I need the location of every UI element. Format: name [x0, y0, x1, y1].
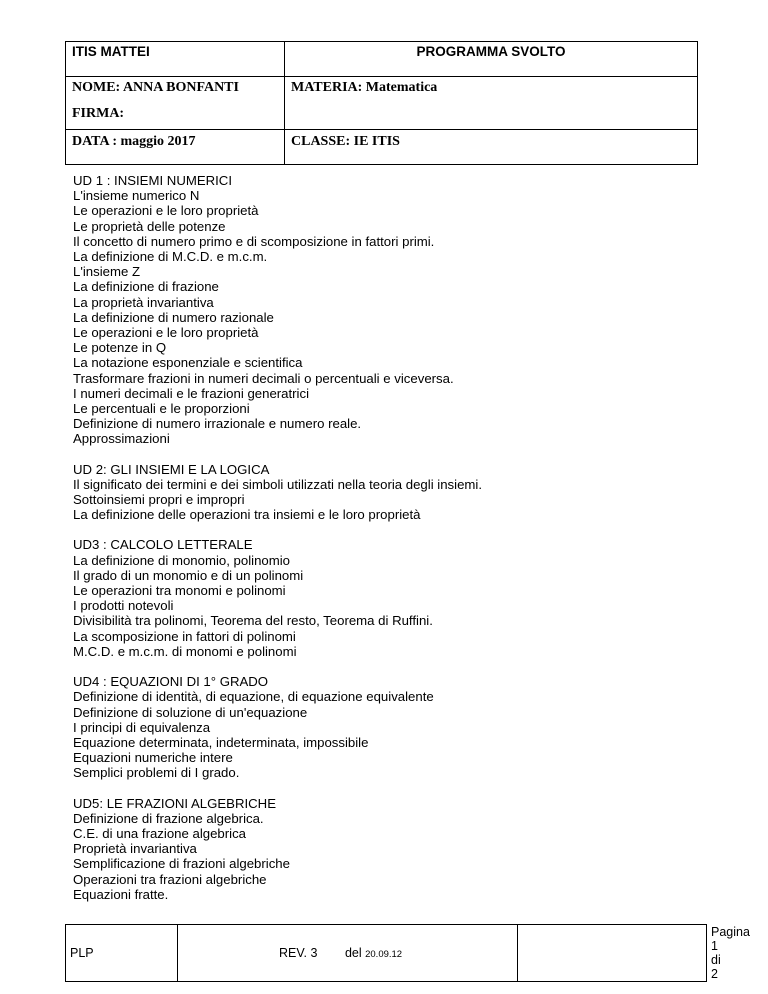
section-title: UD 2: GLI INSIEMI E LA LOGICA	[73, 461, 270, 477]
section-item: Sottoinsiemi propri e impropri	[73, 492, 245, 508]
section-item: Equazione determinata, indeterminata, impossibile	[73, 734, 369, 750]
section-item: La definizione di numero razionale	[73, 309, 274, 325]
section-item: Divisibilità tra polinomi, Teorema del resto, Teorema di Ruffini.	[73, 613, 433, 629]
section-item: Le operazioni e le loro proprietà	[73, 325, 259, 341]
section-item: Semplici problemi di I grado.	[73, 765, 240, 781]
section-item: La definizione di M.C.D. e m.c.m.	[73, 249, 268, 265]
section-item: Proprietà invariantiva	[73, 841, 197, 857]
section-item: Semplificazione di frazioni algebriche	[73, 856, 290, 872]
footer-code: PLP	[66, 925, 178, 982]
footer-revision-cell	[178, 925, 518, 982]
section-item: I numeri decimali e le frazioni generatrici	[73, 385, 310, 401]
section-item: Equazioni numeriche intere	[73, 750, 233, 766]
teacher-name: NOME: ANNA BONFANTI	[72, 80, 239, 95]
header-table	[65, 41, 698, 165]
section-title: UD3 : CALCOLO LETTERALE	[73, 537, 253, 553]
class: CLASSE: IE ITIS	[285, 130, 698, 165]
section-item: Trasformare frazioni in numeri decimali o percentuali e viceversa.	[73, 370, 454, 386]
section-item: Definizione di frazione algebrica.	[73, 810, 264, 826]
footer-spacer	[518, 925, 707, 982]
section-item: Approssimazioni	[73, 431, 170, 447]
section-item: Equazioni fratte.	[73, 886, 169, 902]
header-row-1	[66, 42, 698, 77]
section-item: C.E. di una frazione algebrica	[73, 825, 247, 841]
section-title: UD 1 : INSIEMI NUMERICI	[73, 173, 232, 188]
header-row-3	[66, 130, 698, 165]
section-item: L'insieme Z	[73, 264, 141, 280]
school-name: ITIS MATTEI	[66, 42, 285, 77]
date: DATA : maggio 2017	[66, 130, 285, 165]
section-item: I prodotti notevoli	[73, 598, 174, 614]
program-section	[73, 462, 713, 523]
section-item: La definizione delle operazioni tra insiemi e le loro proprietà	[73, 507, 421, 523]
section-item: Le operazioni tra monomi e polinomi	[73, 583, 286, 599]
document-title: PROGRAMMA SVOLTO	[285, 42, 698, 77]
section-item: Definizione di identità, di equazione, di equazione equivalente	[73, 689, 434, 705]
teacher-cell	[66, 77, 285, 130]
section-item: Le proprietà delle potenze	[73, 218, 226, 234]
section-item: Operazioni tra frazioni algebriche	[73, 871, 267, 887]
section-item: La definizione di frazione	[73, 279, 219, 295]
program-section	[73, 674, 713, 780]
section-item: Definizione di numero irrazionale e numero reale.	[73, 416, 362, 432]
section-item: Definizione di soluzione di un'equazione	[73, 704, 308, 720]
section-item: Le potenze in Q	[73, 340, 167, 356]
section-title: UD4 : EQUAZIONI DI 1° GRADO	[73, 674, 269, 690]
subject: MATERIA: Matematica	[285, 77, 698, 130]
program-section	[73, 537, 713, 659]
section-item: Le operazioni e le loro proprietà	[73, 203, 259, 219]
footer-del-date: 20.09.12	[365, 949, 403, 960]
section-item: L'insieme numerico N	[73, 188, 200, 204]
section-item: Le percentuali e le proporzioni	[73, 401, 250, 417]
section-item: Il significato dei termini e dei simboli utilizzati nella teoria degli insiemi.	[73, 476, 482, 492]
program-section	[73, 796, 713, 902]
footer-revision: REV. 3	[279, 946, 318, 960]
section-item: I principi di equivalenza	[73, 719, 211, 735]
footer-table	[65, 924, 750, 982]
section-item: La proprietà invariantiva	[73, 294, 214, 310]
section-item: La definizione di monomio, polinomio	[73, 552, 290, 568]
section-item: La notazione esponenziale e scientifica	[73, 355, 303, 371]
section-item: Il concetto di numero primo e di scomposizione in fattori primi.	[73, 233, 435, 249]
section-item: M.C.D. e m.c.m. di monomi e polinomi	[73, 643, 297, 659]
section-item: Il grado di un monomio e di un polinomi	[73, 567, 304, 583]
section-item: La scomposizione in fattori di polinomi	[73, 628, 296, 644]
footer-del-label: del	[344, 946, 362, 960]
footer-row: PLP REV. 3 del 20.09.12 Pagina 1 di 2	[66, 925, 707, 982]
program-content	[73, 173, 713, 917]
header-row-2	[66, 77, 698, 130]
section-title: UD5: LE FRAZIONI ALGEBRICHE	[73, 795, 276, 811]
program-section	[73, 173, 713, 447]
signature-label: FIRMA:	[72, 106, 125, 121]
